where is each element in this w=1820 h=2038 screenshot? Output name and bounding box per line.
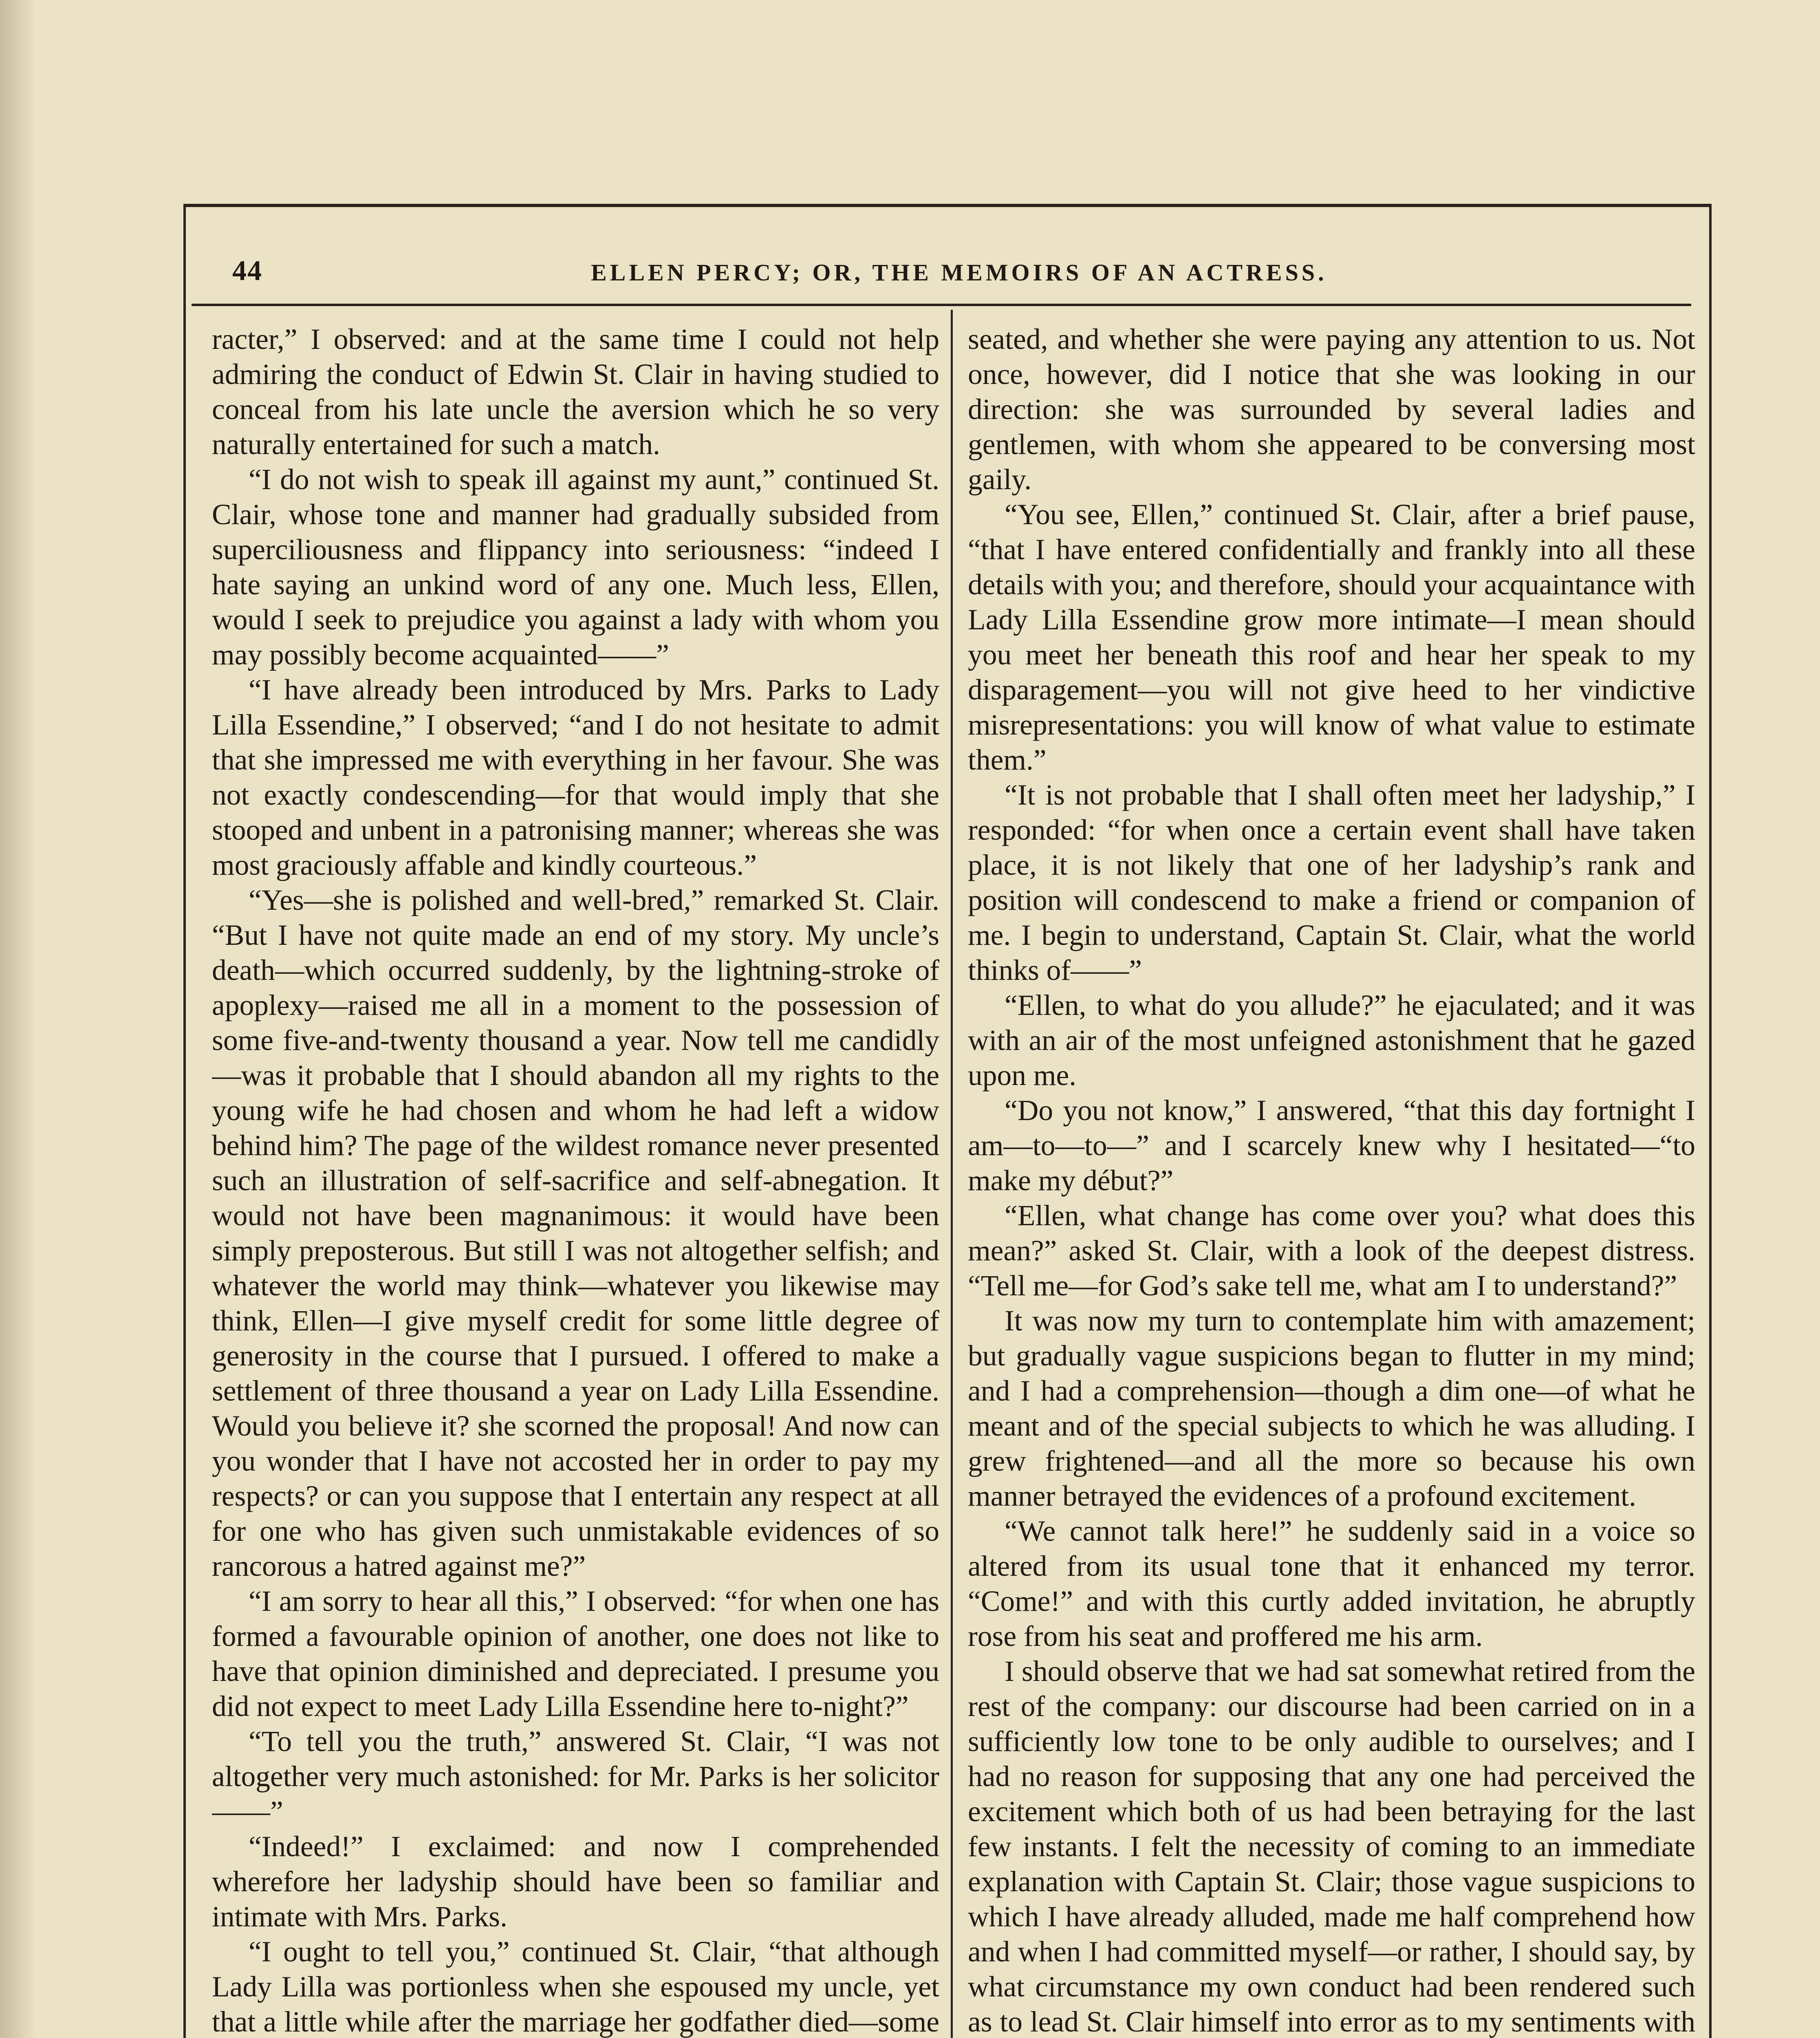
paragraph: “Yes—she is polished and well-bred,” remarked St. Clair. “But I have not quite made an end of my story. My uncle’s death—which occurred suddenly, by the lightning-stroke of apoplexy—raised me all in a moment to the possession of some five-and-twenty thousand a year. Now tell me candidly—was it probable that I should abandon all my rights to the young wife he had chosen and whom he had left a widow behind him? The page of the wildest romance never presented such an illustration of self-sacrifice and self-abnegation. It would not have been magnanimous: it would have been simply preposterous. But still I was not altogether selfish; and whatever the world may think—whatever you likewise may think, Ellen—I give myself credit for some little degree of generosity in the course that I pursued. I offered to make a settlement of three thousand a year on Lady Lilla Essendine. Would you believe it? she scorned the proposal! And now can you wonder that I have not accosted her in order to pay my respects? or can you suppose that I entertain any respect at all for one who has given such unmistakable evidences of so rancorous a hatred against me?” — [212, 884, 939, 1582]
binding-shadow — [0, 0, 37, 2038]
paragraph: “Ellen, what change has come over you? what does this mean?” asked St. Clair, with a look of the deepest distress. “Tell me—for God’s sake tell me, what am I to understand?” — [968, 1200, 1695, 1302]
paragraph: “I do not wish to speak ill against my aunt,” continued St. Clair, whose tone and manner had gradually subsided from superciliousness and flippancy into seriousness: “indeed I hate saying an unkind word of any one. Much less, Ellen, would I seek to prejudice you against a lady with whom you may possibly become acquainted——” — [212, 463, 939, 671]
paragraph: racter,” I observed: and at the same time I could not help admiring the conduct of Edwin St. Clair in having studied to conceal from his late uncle the aversion which he so very naturally entertained for such a match. — [212, 323, 939, 461]
paragraph: “To tell you the truth,” answered St. Clair, “I was not altogether very much astonished: for Mr. Parks is her solicitor——” — [212, 1725, 939, 1828]
right-column — [968, 322, 1695, 2038]
paragraph: “Indeed!” I exclaimed: and now I comprehended wherefore her ladyship should have been so familiar and intimate with Mrs. Parks. — [212, 1831, 939, 1933]
paragraph: “I ought to tell you,” continued St. Clair, “that although Lady Lilla was portionless when she espoused my uncle, yet that a little while after the marriage her godfather died—some — [212, 1936, 939, 2038]
running-head: ELLEN PERCY; OR, THE MEMOIRS OF AN ACTRESS. — [591, 259, 1327, 286]
paragraph: “You see, Ellen,” continued St. Clair, after a brief pause, “that I have entered confidentially and frankly into all these details with you; and therefore, should your acquaintance with Lady Lilla Essendine grow more intimate—I mean should you meet her beneath this roof and hear her speak to my disparagement—you will not give heed to her vindictive misrepresentations: you will know of what value to estimate them.” — [968, 498, 1695, 776]
paragraph: I should observe that we had sat somewhat retired from the rest of the company: our discourse had been carried on in a sufficiently low tone to be only audible to ourselves; and I had no reason for supposing that any one had perceived the excitement which both of us had been betraying for the last few instants. I felt the necessity of coming to an immediate explanation with Captain St. Clair; those vague suspicions to which I have already alluded, made me half comprehend how and when I had committed myself—or rather, I should say, by what circumstance my own conduct had been rendered such as to lead St. Clair himself into error as to my sentiments with — [968, 1655, 1695, 2038]
column-divider — [951, 310, 953, 2038]
paragraph: “It is not probable that I shall often meet her ladyship,” I responded: “for when once a certain event shall have taken place, it is not likely that one of her ladyship’s rank and position will condescend to make a friend or companion of me. I begin to understand, Captain St. Clair, what the world thinks of——” — [968, 779, 1695, 986]
paragraph: “We cannot talk here!” he suddenly said in a voice so altered from its usual tone that it enhanced my terror. “Come!” and with this curtly added invitation, he abruptly rose from his seat and proffered me his arm. — [968, 1515, 1695, 1652]
paragraph: “Do you not know,” I answered, “that this day fortnight I am—to—to—” and I scarcely knew why I hesitated—“to make my début?” — [968, 1094, 1695, 1197]
left-column — [212, 322, 939, 2038]
paragraph: “I am sorry to hear all this,” I observed: “for when one has formed a favourable opinion of another, one does not like to have that opinion diminished and depreciated. I presume you did not expect to meet Lady Lilla Essendine here to-night?” — [212, 1585, 939, 1723]
header-rule — [192, 304, 1691, 306]
page-number: 44 — [232, 255, 262, 287]
paragraph: “Ellen, to what do you allude?” he ejaculated; and it was with an air of the most unfeigned astonishment that he gazed upon me. — [968, 989, 1695, 1092]
paragraph: seated, and whether she were paying any attention to us. Not once, however, did I notice that she was looking in our direction: she was surrounded by several ladies and gentlemen, with whom she appeared to be conversing most gaily. — [968, 323, 1695, 496]
paragraph: It was now my turn to contemplate him with amazement; but gradually vague suspicions began to flutter in my mind; and I had a comprehension—though a dim one—of what he meant and of the special subjects to which he was alluding. I grew frightened—and all the more so because his own manner betrayed the evidences of a profound excitement. — [968, 1305, 1695, 1512]
paragraph: “I have already been introduced by Mrs. Parks to Lady Lilla Essendine,” I observed; “and I do not hesitate to admit that she impressed me with everything in her favour. She was not exactly condescending—for that would imply that she stooped and unbent in a patronising manner; whereas she was most graciously affable and kindly courteous.” — [212, 674, 939, 881]
